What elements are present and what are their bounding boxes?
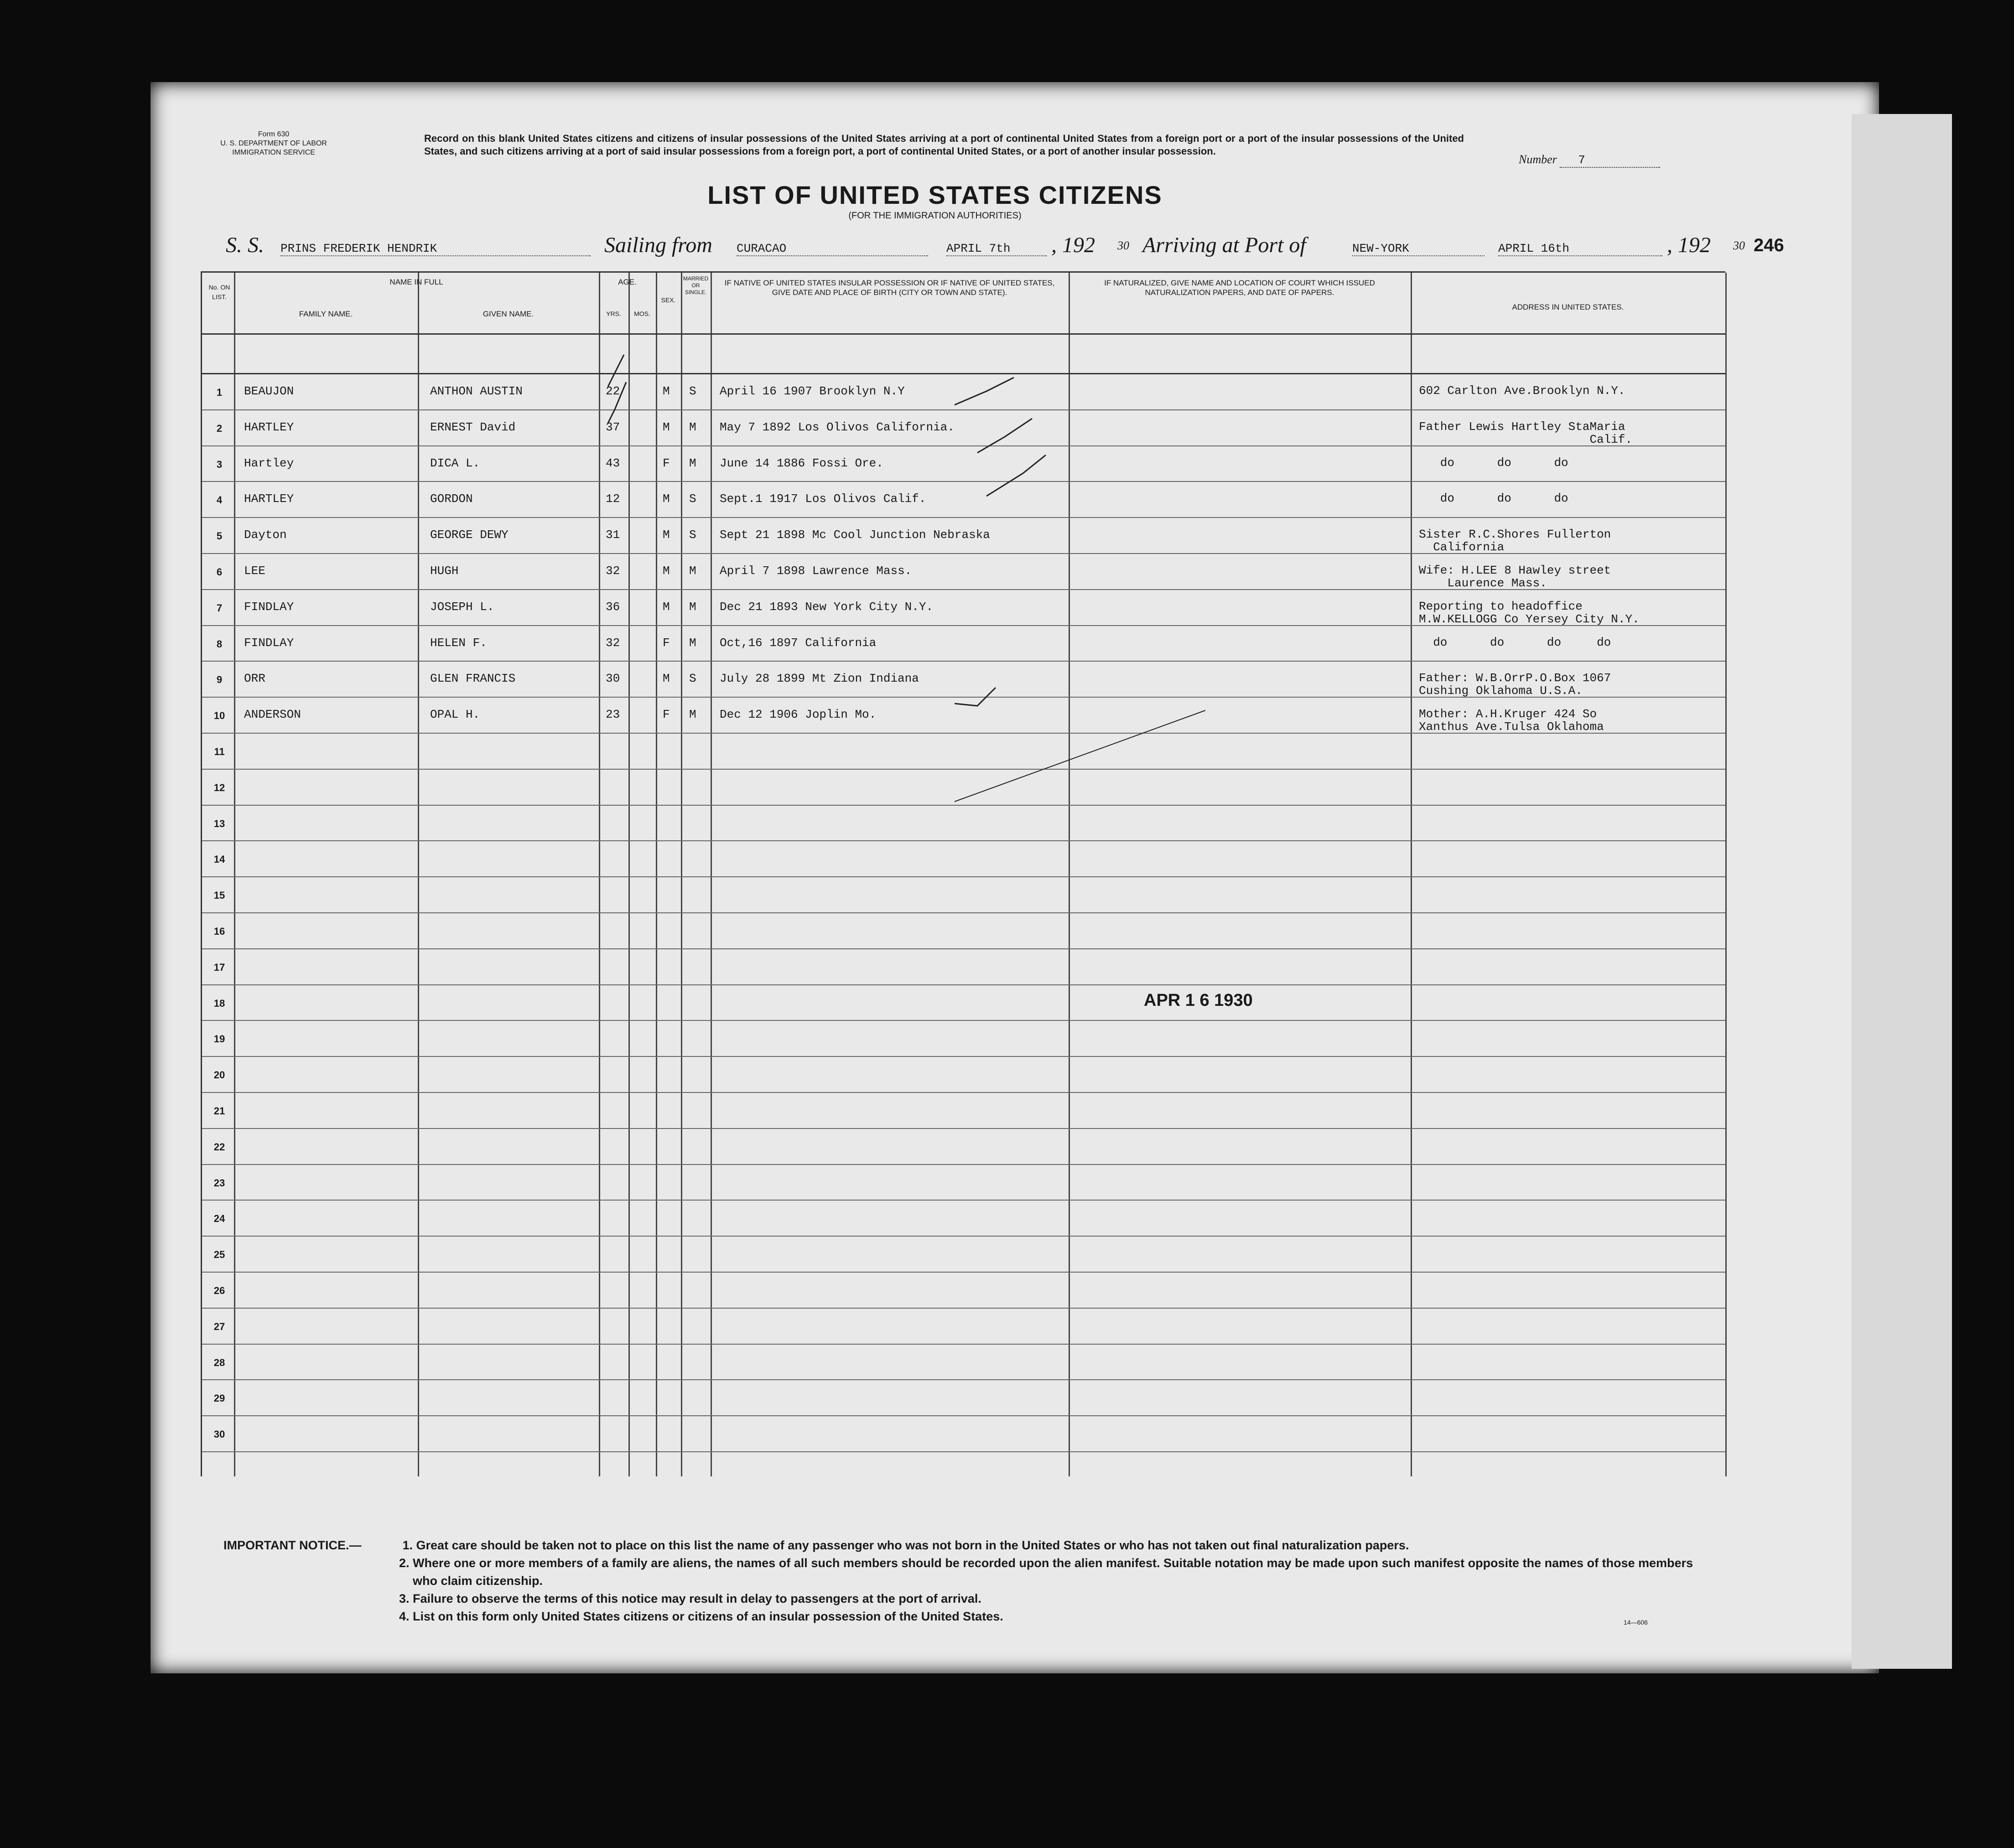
row-number: 3 [216,458,223,470]
inspector-signature [955,710,1205,802]
row-number: 27 [213,1320,225,1332]
year-prefix-2: , 192 [1667,233,1711,257]
address: do do do do [1419,635,1611,649]
row-number: 18 [213,997,225,1009]
header-family-name: FAMILY NAME. [299,310,353,318]
given-name: HELEN F. [430,636,487,650]
family-name: HARTLEY [244,492,294,506]
address: do do do [1419,492,1568,506]
sex: M [663,564,670,578]
sailing-label: Sailing from [604,233,712,257]
header-naturalized: IF NATURALIZED, GIVE NAME AND LOCATION OF COURT WHICH ISSUED NATURALIZATION PAPERS, AND DATE OF PAPERS. [1104,279,1375,297]
sex: M [663,384,670,398]
row-number: 8 [216,638,223,650]
form-number: Form 630 [258,130,290,138]
department: U. S. DEPARTMENT OF LABOR [220,140,327,147]
row-number: 6 [216,566,223,578]
sex: F [663,456,670,470]
header-name-in-full: NAME IN FULL [389,278,443,286]
age-years: 31 [606,528,620,542]
row-number: 16 [213,926,225,937]
given-name: DICA L. [430,456,480,470]
given-name: GLEN FRANCIS [430,672,516,686]
year-1: 30 [1117,239,1129,252]
row-number: 22 [213,1141,225,1153]
check-mark [608,382,626,423]
sex: M [663,492,670,506]
family-name: Dayton [244,528,287,542]
service: IMMIGRATION SERVICE [232,149,315,156]
voyage-line [226,233,1784,260]
birth-info: June 14 1886 Fossi Ore. [720,456,883,470]
family-name: ORR [244,672,265,686]
row-number: 4 [216,494,223,506]
page-subtitle: (FOR THE IMMIGRATION AUTHORITIES) [848,211,1022,221]
marital-status: S [689,492,696,506]
row-number: 12 [213,782,225,793]
header-married: MARRIED OR SINGLE. [683,275,709,295]
arrival-port: NEW-YORK [1352,242,1485,256]
family-name: FINDLAY [244,600,294,614]
row-number: 13 [213,818,225,829]
notice-item-1: 1. Great care should be taken not to place on this list the name of any passenger who was not born in the United States or who has not taken out final naturalization papers. [402,1538,1409,1552]
family-name: BEAUJON [244,384,294,398]
row-number: 5 [216,530,223,542]
number-value: 7 [1560,153,1660,168]
family-name: LEE [244,564,265,578]
sex: F [663,636,670,650]
address: Wife: H.LEE 8 Hawley street Laurence Mass. [1419,564,1611,590]
birth-info: Sept.1 1917 Los Olivos Calif. [720,492,926,506]
important-notice [223,1537,1706,1625]
marital-status: M [689,636,696,650]
row-number: 19 [213,1033,225,1045]
form-instructions: Record on this blank United States citizens and citizens of insular possessions of the United States arriving at a port of continental United States from a foreign port or a port of the insular possessions of the United States, and such citizens arriving at a port of said insular possessions from a foreign port, a port of continental United States, or a port of another insular possession. [424,133,1464,157]
header-birth: IF NATIVE OF UNITED STATES INSULAR POSSESSION OR IF NATIVE OF UNITED STATES, GIVE DATE AND PLACE OF BIRTH (CITY OR TOWN AND STATE). [724,279,1055,297]
check-mark [955,688,996,706]
next-page-edge [1852,114,1952,1669]
sex: F [663,708,670,722]
family-name: ANDERSON [244,708,301,722]
header-no: No. ON LIST. [208,284,230,300]
given-name: GORDON [430,492,473,506]
header-address: ADDRESS IN UNITED STATES. [1512,303,1624,311]
sex: M [663,420,670,434]
col-divider [1725,273,1727,1476]
age-years: 30 [606,672,620,686]
header-mos: MOS. [634,310,650,317]
arriving-label: Arriving at Port of [1142,233,1306,257]
header-given-name: GIVEN NAME. [483,310,534,318]
family-name: Hartley [244,456,294,470]
sex: M [663,672,670,686]
given-name: JOSEPH L. [430,600,494,614]
family-name: HARTLEY [244,420,294,434]
address: Mother: A.H.Kruger 424 So Xanthus Ave.Tulsa Oklahoma [1419,707,1604,734]
check-mark [986,455,1046,496]
marital-status: S [689,528,696,542]
list-number [1519,153,1660,168]
address: Reporting to headoffice M.W.KELLOGG Co Yersey City N.Y. [1419,599,1640,626]
row-number: 29 [213,1392,225,1404]
check-mark [977,419,1032,453]
sailing-port: CURACAO [737,242,928,256]
checkmarks-overlay [202,273,1725,1476]
year-2: 30 [1733,239,1745,252]
marital-status: M [689,456,696,470]
sailing-date: APRIL 7th [946,242,1047,256]
birth-info: Dec 21 1893 New York City N.Y. [720,600,934,614]
notice-item-4: 4. List on this form only United States citizens or citizens of an insular possession of the United States. [399,1610,1003,1623]
row-number: 21 [213,1105,225,1117]
given-name: ANTHON AUSTIN [430,384,523,398]
row-number: 11 [214,746,225,757]
row-number: 17 [213,961,225,973]
marital-status: M [689,420,696,434]
marital-status: M [689,564,696,578]
marital-status: M [689,600,696,614]
age-years: 12 [606,492,620,506]
birth-info: April 16 1907 Brooklyn N.Y [720,384,905,398]
page-number: 246 [1754,235,1784,255]
number-label: Number [1519,153,1557,166]
row-number: 26 [213,1285,225,1296]
row-number: 10 [213,710,225,722]
row-number: 23 [213,1177,225,1189]
header-yrs: YRS. [606,310,621,317]
birth-info: April 7 1898 Lawrence Mass. [720,564,912,578]
address: Father Lewis Hartley StaMaria Calif. [1419,419,1633,446]
family-name: FINDLAY [244,636,294,650]
birth-info: Oct,16 1897 California [720,636,877,650]
row-number: 20 [213,1069,225,1081]
given-name: GEORGE DEWY [430,528,509,542]
ship-name: PRINS FREDERIK HENDRIK [280,242,591,256]
year-prefix-1: , 192 [1051,233,1095,257]
header-sex: SEX. [661,296,676,304]
age-years: 43 [606,456,620,470]
sex: M [663,600,670,614]
address: Sister R.C.Shores Fullerton California [1419,528,1611,554]
notice-lead: IMPORTANT NOTICE.— [223,1538,362,1552]
check-mark [608,355,624,387]
address: 602 Carlton Ave.Brooklyn N.Y. [1419,384,1625,398]
marital-status: S [689,672,696,686]
form-identifier [192,130,356,157]
birth-info: Dec 12 1906 Joplin Mo. [720,708,877,722]
sex: M [663,528,670,542]
notice-item-3: 3. Failure to observe the terms of this notice may result in delay to passengers at the port of arrival. [399,1592,981,1605]
header-age: AGE. [618,278,637,286]
age-years: 23 [606,708,620,722]
row-number: 2 [216,422,223,434]
page-title: LIST OF UNITED STATES CITIZENS [707,181,1163,209]
given-name: OPAL H. [430,708,480,722]
row-number: 14 [213,854,225,865]
row-number: 30 [213,1429,225,1440]
age-years: 32 [606,636,620,650]
notice-item-2: 2. Where one or more members of a family are aliens, the names of all such members should be recorded upon the alien manifest. Suitable notation may be made upon such manifest opposite the names of those members who claim citizenship. [399,1556,1693,1588]
marital-status: S [689,384,696,398]
date-stamp: APR 1 6 1930 [1144,991,1253,1010]
address: do do do [1419,456,1568,470]
marital-status: M [689,708,696,722]
age-years: 36 [606,600,620,614]
ss-label: S. S. [226,233,264,257]
passenger-table [201,271,1725,1476]
arrival-date: APRIL 16th [1498,242,1662,256]
row-number: 7 [216,602,223,614]
age-years: 32 [606,564,620,578]
row-number: 28 [213,1356,225,1368]
row-number: 15 [213,890,225,901]
birth-info: July 28 1899 Mt Zion Indiana [720,672,919,686]
birth-info: May 7 1892 Los Olivos California. [720,420,955,434]
row-number: 9 [216,674,223,686]
age-years: 22 [606,384,620,398]
given-name: HUGH [430,564,459,578]
address: Father: W.B.OrrP.O.Box 1067 Cushing Oklahoma U.S.A. [1419,671,1611,698]
row-number: 1 [216,387,223,398]
birth-info: Sept 21 1898 Mc Cool Junction Nebraska [720,528,990,542]
age-years: 37 [606,420,620,434]
check-mark [955,378,1014,405]
row-number: 24 [213,1213,225,1225]
form-code: 14—606 [1624,1619,1648,1626]
row-number: 25 [213,1249,225,1261]
given-name: ERNEST David [430,420,516,434]
